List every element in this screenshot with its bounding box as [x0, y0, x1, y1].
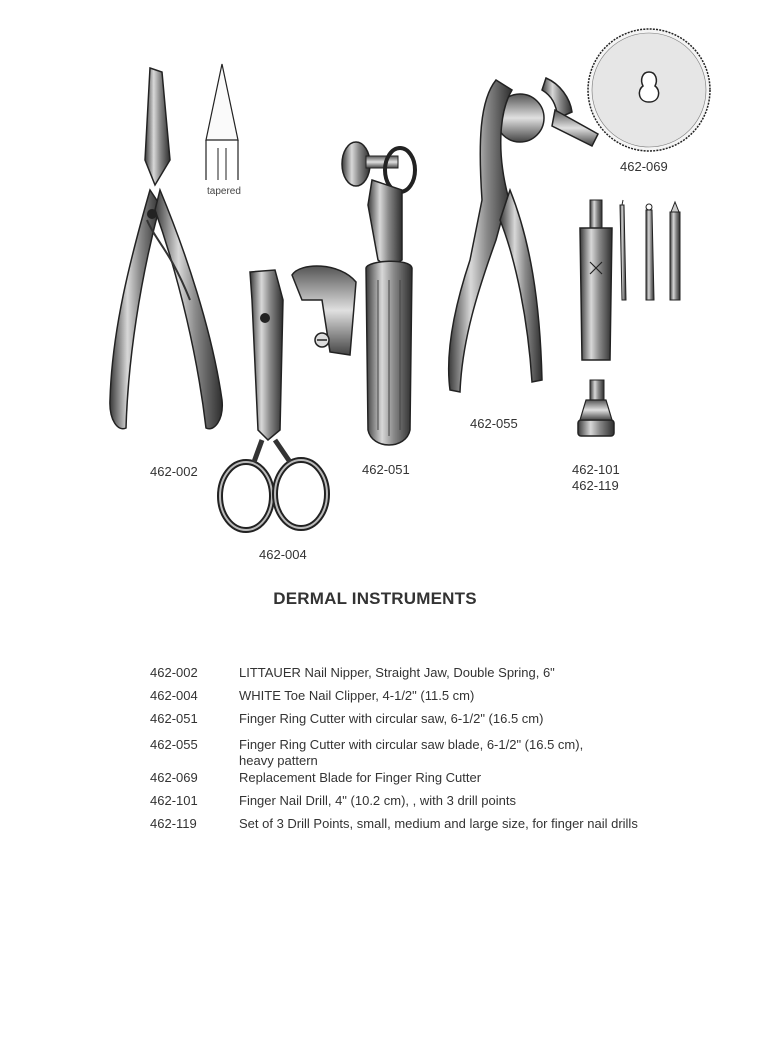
- catalog-row: [150, 688, 710, 711]
- catalog-row: [150, 770, 710, 793]
- catalog-code: 462-069: [150, 770, 198, 785]
- catalog-description: LITTAUER Nail Nipper, Straight Jaw, Double Spring, 6": [239, 665, 555, 680]
- catalog-description: Finger Ring Cutter with circular saw, 6-1/2" (16.5 cm): [239, 711, 544, 726]
- tapered-tip-illustration: [206, 64, 238, 180]
- page-title: DERMAL INSTRUMENTS: [273, 589, 477, 608]
- catalog-description: Set of 3 Drill Points, small, medium and large size, for finger nail drills: [239, 816, 638, 831]
- catalog-code: 462-101: [150, 793, 198, 808]
- catalog-list: [150, 665, 710, 839]
- catalog-description: Replacement Blade for Finger Ring Cutter: [239, 770, 482, 785]
- catalog-description: Finger Ring Cutter with circular saw blade, 6-1/2" (16.5 cm),: [239, 737, 584, 752]
- finger-nail-drill-illustration: [578, 200, 680, 436]
- catalog-description-continued: heavy pattern: [239, 753, 318, 768]
- clipper-code-label: 462-004: [259, 547, 307, 562]
- catalog-row: [150, 737, 710, 770]
- catalog-code: 462-055: [150, 737, 198, 752]
- nail-nipper-illustration: [110, 68, 222, 429]
- catalog-description: Finger Nail Drill, 4" (10.2 cm), , with 3 drill points: [239, 793, 516, 808]
- drill-code-label: 462-101: [572, 462, 620, 477]
- blade-code-label: 462-069: [620, 159, 668, 174]
- drill-points-code-label: 462-119: [572, 478, 619, 493]
- catalog-code: 462-119: [150, 816, 197, 831]
- replacement-blade-illustration: [588, 29, 710, 151]
- catalog-row: [150, 816, 710, 839]
- catalog-row: [150, 665, 710, 688]
- catalog-row: [150, 793, 710, 816]
- ring-cutter-heavy-code-label: 462-055: [470, 416, 518, 431]
- ring-cutter-code-label: 462-051: [362, 462, 410, 477]
- catalog-description-block: [239, 737, 710, 770]
- catalog-code: 462-051: [150, 711, 198, 726]
- catalog-row: [150, 711, 710, 737]
- catalog-code: 462-002: [150, 665, 198, 680]
- tapered-label: tapered: [207, 186, 241, 197]
- finger-ring-cutter-heavy-illustration: [449, 78, 598, 392]
- toe-nail-clipper-illustration: [220, 266, 356, 530]
- catalog-code: 462-004: [150, 688, 198, 703]
- catalog-description: WHITE Toe Nail Clipper, 4-1/2" (11.5 cm): [239, 688, 475, 703]
- nipper-code-label: 462-002: [150, 464, 198, 479]
